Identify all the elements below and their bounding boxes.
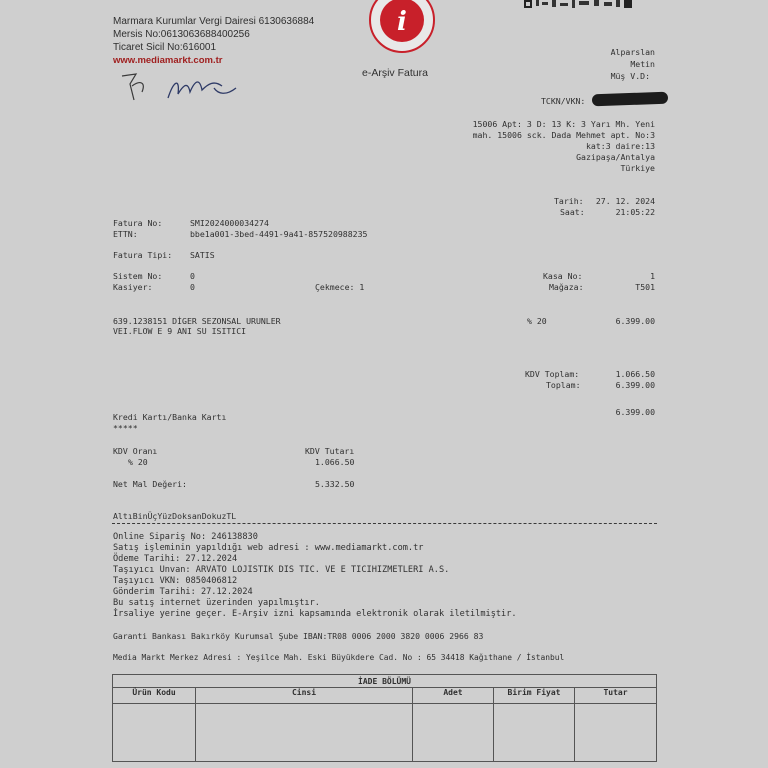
footer-order-no: Online Sipariş No: 246138830 [113,532,258,542]
buyer-name-first: Alparslan [610,47,655,57]
net-value-amount: 5.332.50 [315,479,355,489]
buyer-country: Türkiye [620,163,655,173]
vat-rate-header: KDV Oranı [113,446,158,456]
headquarters-address-line: Media Markt Merkez Adresi : Yeşilce Mah. Eski Büyükdere Cad. No : 65 34418 Kağıthane / İstanbul [113,653,565,662]
buyer-address-line1: 15006 Apt: 3 D: 13 K: 3 Yarı Mh. Yeni [472,119,655,129]
net-value-label: Net Mal Değeri: [113,479,187,489]
gib-logo [367,0,437,54]
footer-carrier-title: Taşıyıcı Unvan: ARVATO LOJISTIK DIS TIC. VE E TICIHIZMETLERI A.S. [113,565,450,575]
ettn-value: bbe1a001-3bed-4491-9a41-857520988235 [190,229,368,239]
buyer-address-line4: Gazipaşa/Antalya [576,152,655,162]
cashier-value: 0 [190,282,195,292]
return-col-type: Cinsi [196,688,413,703]
bank-info-line: Garanti Bankası Bakırköy Kurumsal Şube IBAN:TR08 0006 2000 3820 0006 2966 83 [113,631,484,641]
till-no-label: Kasa No: [543,271,583,281]
return-cell [575,703,657,761]
time-value: 21:05:22 [615,207,655,217]
ettn-label: ETTN: [113,229,138,239]
buyer-tax-office: Müş V.D: [610,71,650,81]
buyer-address-line2: mah. 15006 sck. Dada Mehmet apt. No:3 [472,130,655,140]
document-title: e-Arşiv Fatura [362,67,428,79]
buyer-tckn-label: TCKN/VKN: [541,96,586,106]
footer-shipping-date: Gönderim Tarihi: 27.12.2024 [113,587,253,597]
footer-e-archive-note: İrsaliye yerine geçer. E-Arşiv izni kapsamında elektronik olarak iletilmiştir. [113,609,517,619]
return-cell [413,703,494,761]
return-cell [494,703,575,761]
return-section-table [112,674,657,762]
buyer-name-last: Metin [630,59,655,69]
vat-total-label: KDV Toplam: [525,369,580,379]
footer-carrier-vkn: Taşıyıcı VKN: 0850406812 [113,576,238,586]
date-label: Tarih: [554,196,584,206]
system-no-value: 0 [190,271,195,281]
svg-text:i: i [397,7,407,37]
return-col-product-code: Ürün Kodu [113,688,196,703]
system-no-label: Sistem No: [113,271,163,281]
vat-total-value: 1.066.50 [615,369,655,379]
return-col-unit-price: Birim Fiyat [494,688,575,703]
item-vat-rate: % 20 [527,316,547,326]
item-amount: 6.399.00 [615,316,655,326]
paid-amount: 6.399.00 [615,407,655,417]
invoice-type-value: SATIS [190,250,215,260]
return-cell [113,703,196,761]
buyer-address-line3: kat:3 daire:13 [585,141,655,151]
seller-mersis: Mersis No:0613063688400256 [113,29,250,40]
return-section-title: İADE BÖLÜMÜ [113,675,657,688]
redaction-bar [592,92,668,107]
store-label: Mağaza: [549,282,584,292]
footer-web-address: Satış işleminin yapıldığı web adresi : www.mediamarkt.com.tr [113,543,424,553]
footer-internet-sale-note: Bu satış internet üzerinden yapılmıştır. [113,598,320,608]
invoice-type-label: Fatura Tipi: [113,250,173,260]
invoice-no-value: SMI2024000034274 [190,218,269,228]
cashier-label: Kasiyer: [113,282,153,292]
seller-tax-office: Marmara Kurumlar Vergi Dairesi 6130636884 [113,16,315,27]
date-value: 27. 12. 2024 [595,196,655,206]
vat-amount-value: 1.066.50 [315,457,355,467]
time-label: Saat: [560,207,585,217]
vat-rate-value: % 20 [128,457,148,467]
qr-code-image [524,0,632,8]
total-value: 6.399.00 [615,380,655,390]
total-label: Toplam: [546,380,581,390]
signature-image [118,70,248,110]
return-col-total: Tutar [575,688,657,703]
return-cell [196,703,413,761]
return-col-quantity: Adet [413,688,494,703]
payment-card-masked: ***** [113,423,138,433]
payment-method: Kredi Kartı/Banka Kartı [113,412,227,422]
item-description-line1: 639.1238151 DİGER SEZONSAL URUNLER [113,316,281,326]
invoice-no-label: Fatura No: [113,218,163,228]
drawer-label: Çekmece: 1 [315,282,365,292]
till-no-value: 1 [650,271,655,281]
seller-website-link[interactable]: www.mediamarkt.com.tr [113,55,223,66]
separator-line [112,523,657,524]
vat-amount-header: KDV Tutarı [305,446,355,456]
item-description-line2: VEI.FLOW E 9 ANI SU ISITICI [113,326,247,336]
footer-payment-date: Ödeme Tarihi: 27.12.2024 [113,554,238,564]
store-value: T501 [635,282,655,292]
seller-trade-registry: Ticaret Sicil No:616001 [113,42,217,53]
amount-in-words: AltıBinÜçYüzDoksanDokuzTL [113,511,237,521]
